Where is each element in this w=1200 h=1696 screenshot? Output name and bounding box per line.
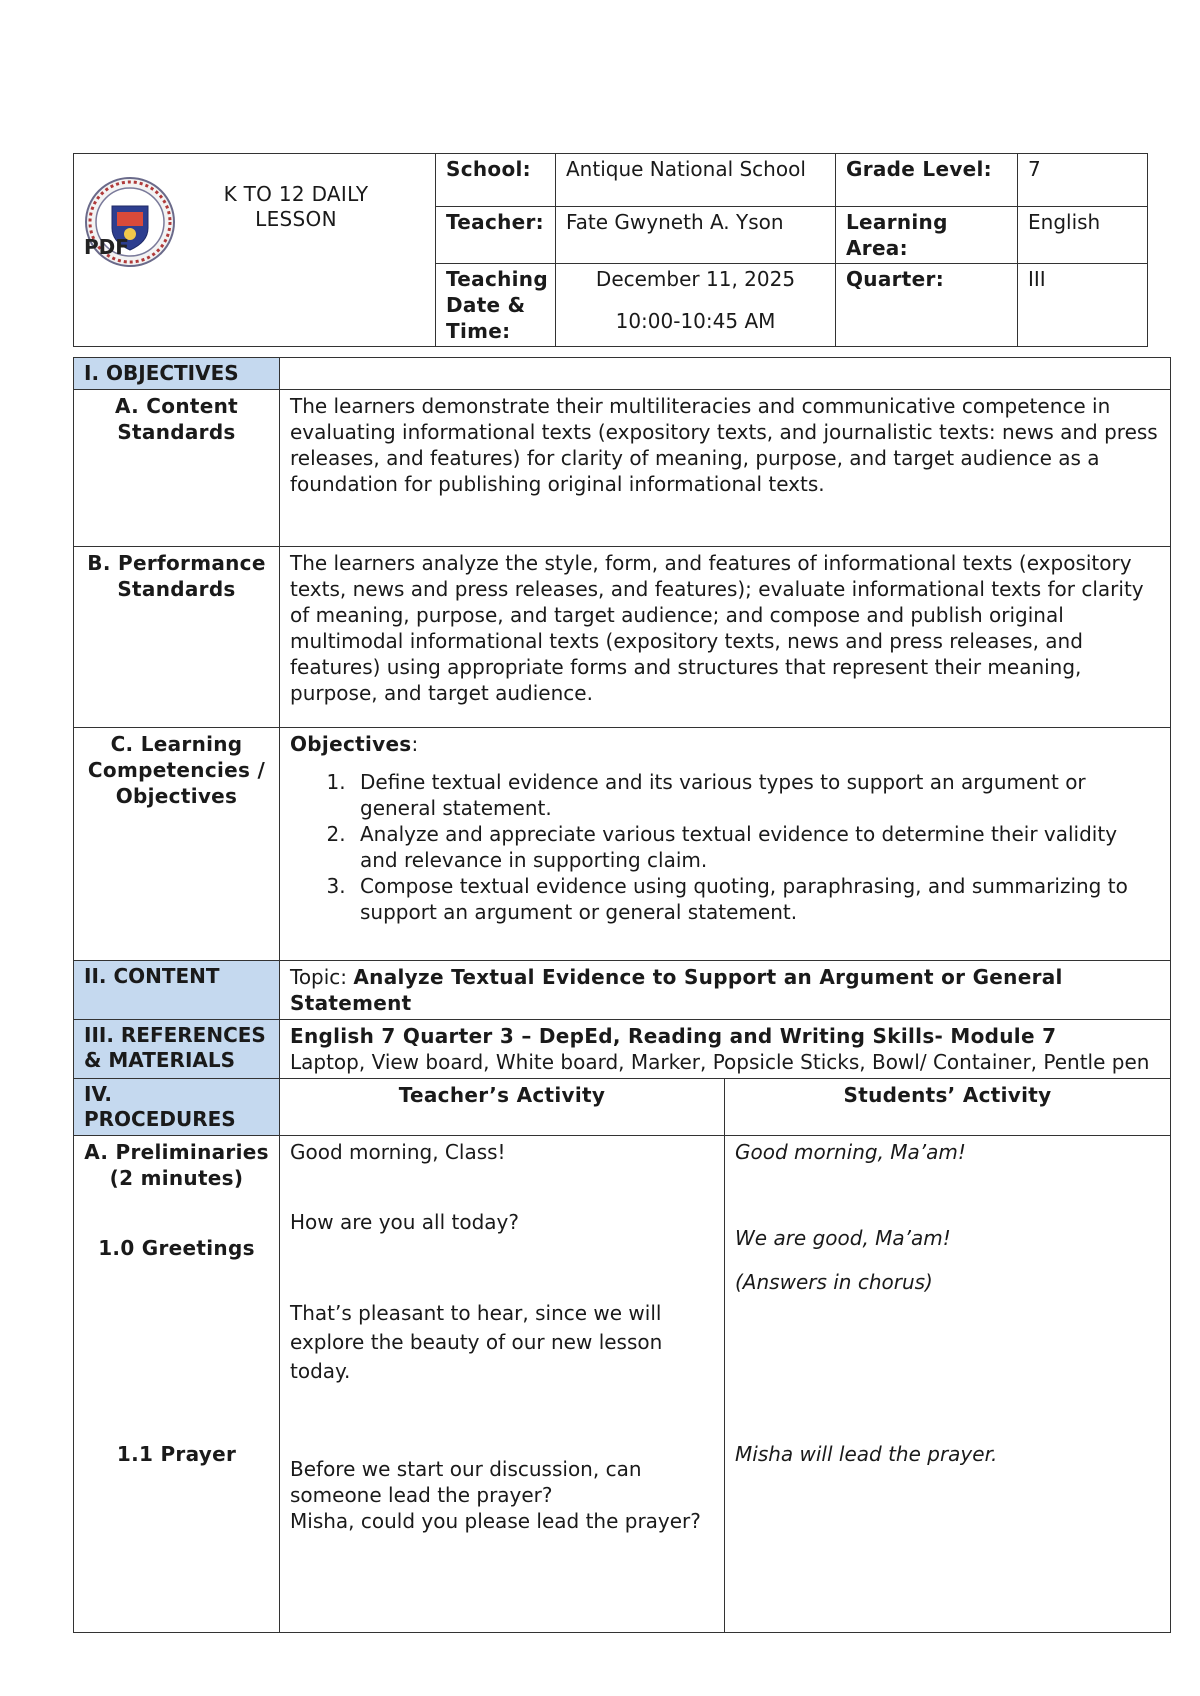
teacher-value: Fate Gwyneth A. Yson: [556, 207, 836, 264]
students-activity-header: Students’ Activity: [725, 1079, 1171, 1136]
grade-value: 7: [1018, 154, 1148, 207]
student-line: (Answers in chorus): [735, 1270, 933, 1294]
teacher-label: Teacher:: [436, 207, 556, 264]
teacher-line: How are you all today?: [290, 1210, 520, 1234]
topic-text: Analyze Textual Evidence to Support an Argument or General Statement: [290, 965, 1063, 1015]
student-line: Good morning, Ma’am!: [735, 1140, 966, 1164]
logo-label: PDF: [84, 235, 129, 259]
document-title: K TO 12 DAILY LESSON: [223, 182, 369, 231]
students-activity-cell: [725, 1136, 1171, 1633]
objectives-cell: Objectives: 1. Define textual evidence and its various types to support an argument or general statement. 2. Analyze and appreciate various textual evidence to determine their validity and relevance in supporting claim. 3. Compose textual evidence using quoting, paraphrasing, and summarizing to support an argument or general statement.: [280, 728, 1171, 961]
objectives-list: [290, 769, 1160, 925]
objectives-title: Objectives: [290, 732, 412, 756]
school-value: Antique National School: [556, 154, 836, 207]
teaching-date-label: Teaching Date & Time:: [436, 264, 556, 347]
procedures-heading: IV. PROCEDURES: [74, 1079, 280, 1136]
preliminaries-label: A. Preliminaries (2 minutes): [84, 1140, 269, 1190]
grade-label: Grade Level:: [836, 154, 1018, 207]
references-heading: III. REFERENCES & MATERIALS: [74, 1020, 280, 1079]
main-reference: English 7 Quarter 3 – DepEd, Reading and Writing Skills- Module 7: [290, 1024, 1057, 1048]
student-line: Misha will lead the prayer.: [735, 1442, 998, 1466]
greetings-label: 1.0 Greetings: [98, 1236, 255, 1260]
lesson-table: [73, 357, 1171, 1633]
references-cell: [280, 1020, 1171, 1079]
quarter-value: III: [1018, 264, 1148, 347]
objective-item: 3. Compose textual evidence using quoting, paraphrasing, and summarizing to support an argument or general statement.: [352, 873, 1160, 925]
teaching-date-cell: [556, 264, 836, 347]
topic-prefix: Topic:: [290, 965, 354, 989]
content-standards-text: The learners demonstrate their multiliteracies and communicative competence in evaluating informational texts (expository texts, and journalistic texts: news and press releases, and features) for clarity of meaning, purpose, and target audience as a foundation for publishing original informational texts.: [280, 390, 1171, 547]
objective-item: 1. Define textual evidence and its various types to support an argument or general statement.: [352, 769, 1160, 821]
student-line: We are good, Ma’am!: [735, 1226, 951, 1250]
content-heading: II. CONTENT: [74, 961, 280, 1020]
teaching-date-value: December 11, 2025: [595, 267, 796, 291]
teacher-line: Misha, could you please lead the prayer?: [290, 1509, 701, 1533]
teacher-line: Good morning, Class!: [290, 1140, 506, 1164]
objectives-heading-blank: [280, 358, 1171, 390]
prayer-label: 1.1 Prayer: [116, 1442, 237, 1466]
objective-item: 2. Analyze and appreciate various textual evidence to determine their validity and relevance in supporting claim.: [352, 821, 1160, 873]
quarter-label: Quarter:: [836, 264, 1018, 347]
learning-area-value: English: [1018, 207, 1148, 264]
materials-list: Laptop, View board, White board, Marker, Popsicle Sticks, Bowl/ Container, Pentle pen: [290, 1050, 1150, 1074]
preliminaries-cell: [74, 1136, 280, 1633]
content-standards-label: A. Content Standards: [74, 390, 280, 547]
teacher-line: That’s pleasant to hear, since we will explore the beauty of our new lesson today.: [290, 1301, 663, 1383]
objectives-heading: I. OBJECTIVES: [74, 358, 280, 390]
teaching-time-value: 10:00-10:45 AM: [615, 309, 776, 333]
teacher-activity-header: Teacher’s Activity: [280, 1079, 725, 1136]
performance-standards-label: B. Performance Standards: [74, 547, 280, 728]
learning-competencies-label: C. Learning Competencies / Objectives: [74, 728, 280, 961]
header-table: [73, 153, 1148, 347]
school-label: School:: [436, 154, 556, 207]
teacher-activity-cell: [280, 1136, 725, 1633]
topic-cell: [280, 961, 1171, 1020]
learning-area-label: Learning Area:: [836, 207, 1018, 264]
logo-cell: [74, 154, 436, 347]
performance-standards-text: The learners analyze the style, form, and features of informational texts (expository texts, news and press releases, and features); evaluate informational texts for clarity of meaning, purpose, and target audience; and compose and publish original multimodal informational texts (expository texts, news and press releases, and features) using appropriate forms and structures that represent their meaning, purpose, and target audience.: [280, 547, 1171, 728]
teacher-line: Before we start our discussion, can someone lead the prayer?: [290, 1457, 642, 1507]
